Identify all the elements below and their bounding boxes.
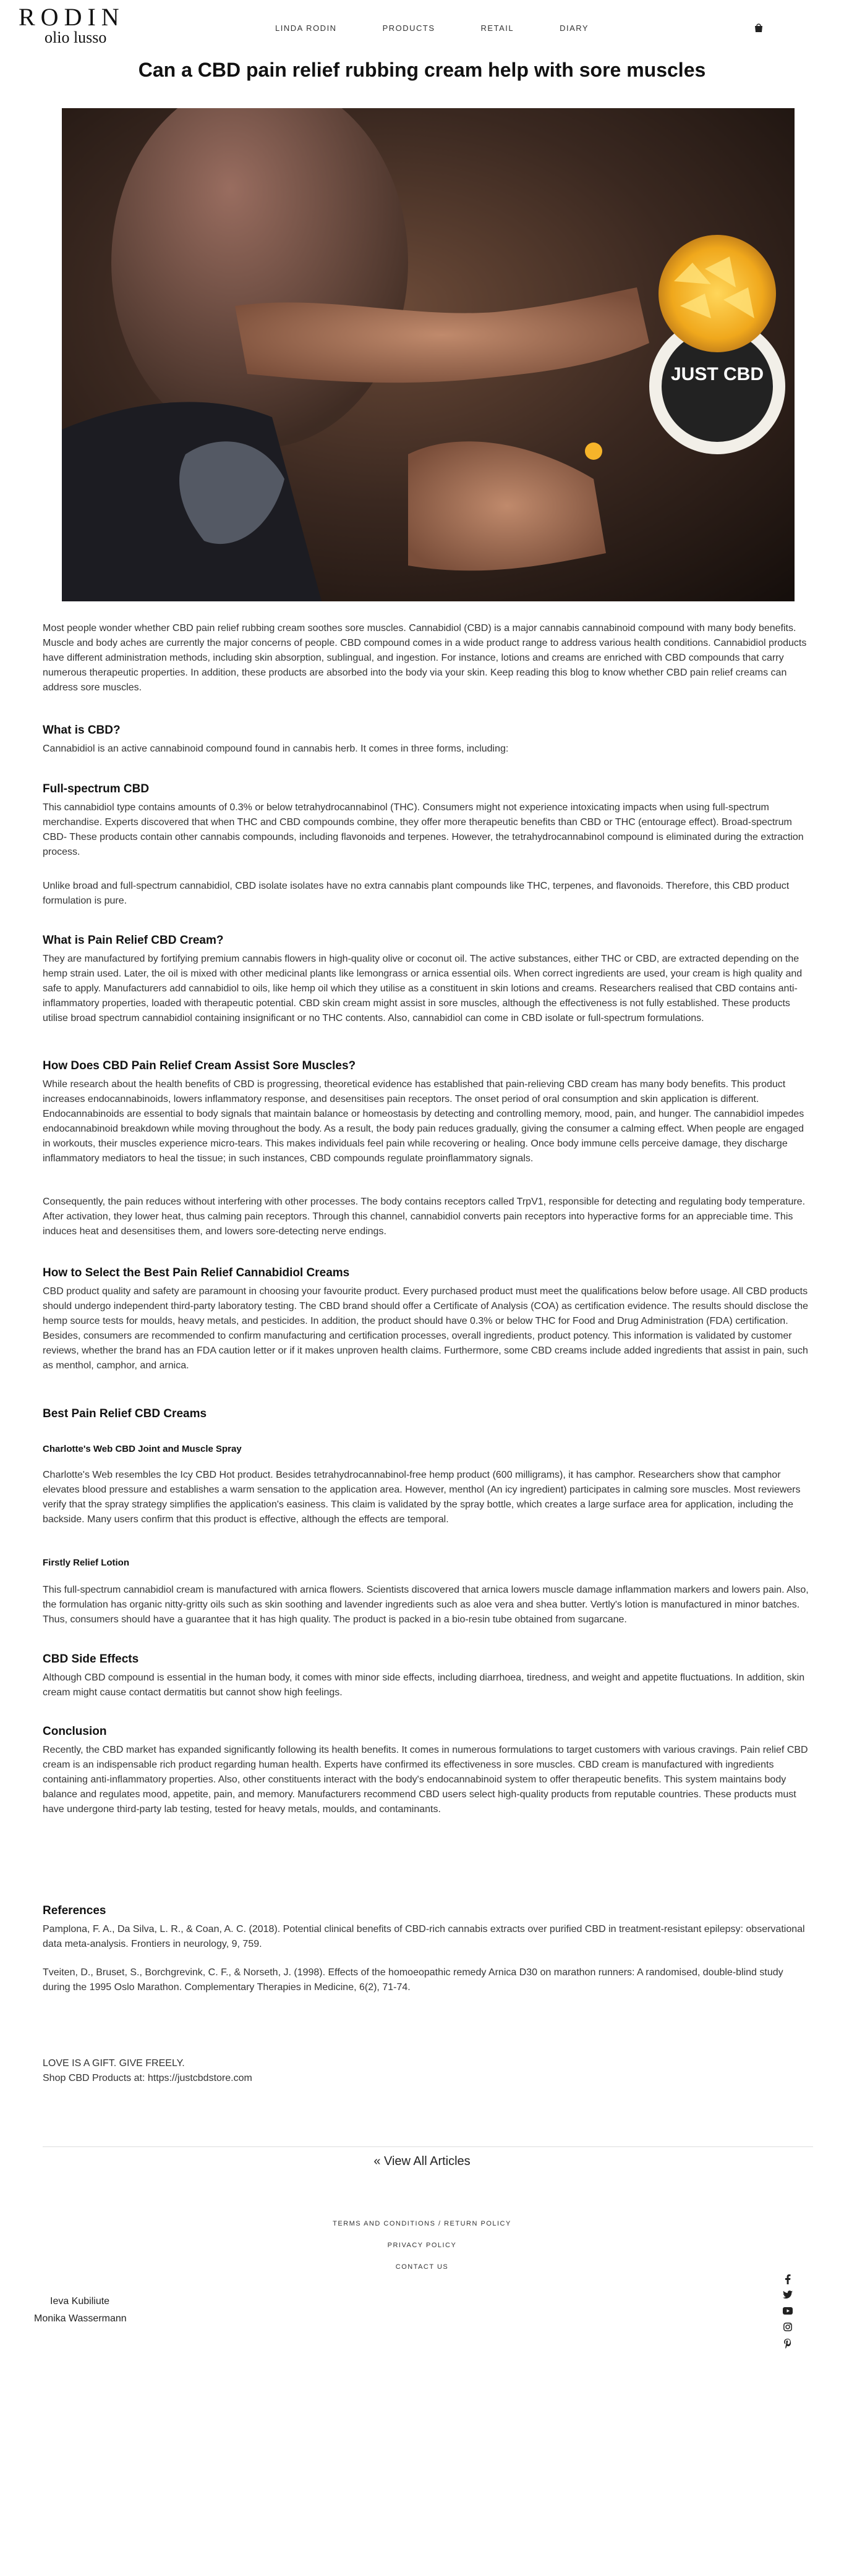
heading-charlottes-web: Charlotte's Web CBD Joint and Muscle Spray [43,1444,242,1454]
heading-full-spectrum: Full-spectrum CBD [43,782,150,795]
hero-image [62,108,795,601]
logo[interactable] [19,3,125,46]
author-1: Ieva Kubiliute [50,2296,110,2307]
charlottes-web-paragraph: Charlotte's Web resembles the Icy CBD Hot product. Besides tetrahydrocannabinol-free hemp product (600 milligrams), it has camphor. Researchers show that camphor elevates blood pressure and establishes a warm sensation to the application area. However, menthol (An icy ingredient) participates in calming sore muscles. Most reviewers verify that the spray strategy simplifies the application's easiness. This claim is validated by the spray bottle, which creates a large surface area for application, including the backside. Many users confirm that this product is effective, although the effects are temporal. [43,1470,801,1525]
heading-references: References [43,1904,106,1917]
heading-side-effects: CBD Side Effects [43,1653,139,1666]
love-is-a-gift: LOVE IS A GIFT. GIVE FREELY. [43,2058,185,2069]
author-2: Monika Wassermann [34,2313,127,2324]
site-header [0,0,844,56]
social-links [782,2274,794,2355]
footer-links [0,2218,844,2282]
footer-contact-link[interactable]: CONTACT US [395,2263,449,2271]
instagram-icon[interactable] [782,2323,794,2339]
how-to-select-paragraph: CBD product quality and safety are paramount in choosing your favourite product. Every purchased product must meet the qualifications below before usage. All CBD products should undergo independent third-party laboratory testing. The CBD brand should offer a Certificate of Analysis (COA) as certification evidence. The results should disclose the hemp source tests for moulds, heavy metals, and pesticides. In addition, the product should have 0.3% or below THC for Food and Drug Administration (FDA) certification. Besides, consumers are recommended to confirm manufacturing and certification processes, overall ingredients, product potency. This information is validated by customer reviews, whether the brand has an FDA caution letter or if it makes unproven health claims. Furthermore, some CBD creams include added ingredients that assist in pain, such as menthol, camphor, and arnica. [43,1286,809,1371]
nav-retail[interactable]: RETAIL [480,23,514,33]
firstly-relief-paragraph: This full-spectrum cannabidiol cream is manufactured with arnica flowers. Scientists discovered that arnica lowers muscle damage inflammation markers and lowers pain. Also, the formulation has organic nitty-gritty oils such as skin soothing and lavender ingredients such as aloe vera and shea butter. Vertly's lotion is manufactured in minor batches. Thus, consumers should have a guarantee that it has high quality. The product is packed in a bio-resin tube obtained from sugarcane. [43,1585,809,1625]
article-title: Can a CBD pain relief rubbing cream help with sore muscles [138,59,706,81]
main-nav [275,23,634,33]
reference-2: Tveiten, D., Bruset, S., Borchgrevink, C. F., & Norseth, J. (1998). Effects of the homoeopathic remedy Arnica D30 on marathon runners: A randomised, double-blind study during the 1995 Oslo Marathon. Complementary Therapies in Medicine, 6(2), 71-74. [43,1967,783,1993]
side-effects-paragraph: Although CBD compound is essential in the human body, it comes with minor side effects, including diarrhoea, tiredness, and weight and appetite fluctuations. In addition, skin cream might cause contact dermatitis but cannot show high feelings. [43,1672,805,1698]
view-all-articles-link[interactable]: « View All Articles [373,2154,471,2168]
authors [34,2293,127,2328]
full-spectrum-paragraph: This cannabidiol type contains amounts of 0.3% or below tetrahydrocannabinol (THC). Consumers might not experience intoxicating impacts when using full-spectrum merchandise. Experts discovered that when THC and CBD compounds combine, they offer more therapeutic benefits than CBD or THC (entourage effect). Broad-spectrum CBD- These products contain other cannabis compounds, including flavonoids and terpenes. However, the tetrahydrocannabinol compound is eliminated during the extraction process. [43,802,804,857]
pinterest-icon[interactable] [782,2339,794,2355]
logo-sub: olio lusso [45,28,107,46]
divider [43,2146,813,2147]
nav-diary[interactable]: DIARY [560,23,589,33]
logo-main: RODIN [19,3,125,31]
pain-relief-cream-paragraph: They are manufactured by fortifying premium cannabis flowers in high-quality olive or coconut oil. The active substances, either THC or CBD, are extracted depending on the hemp strain used. Later, the oil is mixed with other medicinal plants like lemongrass or arnica essential oils. When correct ingredients are used, your cream is high quality and safe to apply. Manufacturers add cannabidiol to oils, like hemp oil which they utilise as a constituent in skin lotions and creams. Researchers realised that CBD contains anti-inflammatory properties, loaded with therapeutic potential. CBD skin cream might assist in sore muscles, although the effectiveness is not fully established. These products utilise broad spectrum cannabidiol containing insignificant or no THC contents. Also, cannabidiol can come in CBD isolate or full-spectrum formulations. [43,954,803,1023]
isolate-paragraph: Unlike broad and full-spectrum cannabidiol, CBD isolate isolates have no extra cannabis plant compounds like THC, terpenes, and flavonoids. Therefore, this CBD product formulation is pure. [43,881,790,906]
twitter-icon[interactable] [782,2290,794,2307]
conclusion-paragraph: Recently, the CBD market has expanded significantly following its health benefits. It comes in numerous formulations to target customers with various cravings. Pain relief CBD cream is an indispensable rich product regarding human health. Experts have confirmed its effectiveness in sore muscles. CBD cream is manufactured with ingredients containing anti-inflammatory properties. Also, other constituents interact with the body's endocannabinoid system to offer therapeutic benefits. This system maintains body balance and regulates mood, appetite, pain, and memory. Manufacturers recommend CBD users select high-quality products from reputable countries. These products must have undergone third-party lab testing, tested for heavy metals, moulds, and contaminants. [43,1745,808,1815]
intro-paragraph: Most people wonder whether CBD pain relief rubbing cream soothes sore muscles. Cannabidiol (CBD) is a major cannabis cannabinoid compound with many body benefits. Muscle and body aches are currently the major concerns of people. CBD compound comes in a wide product range to address various health conditions. Cannabidiol products have different administration methods, including skin absorption, sublingual, and ingestion. For instance, lotions and creams are enriched with CBD compounds that carry numerous therapeutic properties. In addition, these products are absorbed into the body via your skin. Keep reading this blog to know whether CBD pain relief creams can address sore muscles. [43,623,807,693]
facebook-icon[interactable] [782,2274,794,2290]
hero-label: JUST CBD [670,364,764,384]
heading-conclusion: Conclusion [43,1725,107,1738]
heading-best-creams: Best Pain Relief CBD Creams [43,1407,207,1420]
how-does-paragraph-2: Consequently, the pain reduces without interfering with other processes. The body contains receptors called TrpV1, responsible for detecting and regulating body temperature. After activation, they lower heat, thus calming pain receptors. Through this channel, cannabidiol converts pain receptors into hyperactive forms for an appreciable time. This induces heat and desensitises them, and lowers sore-detecting nerve endings. [43,1197,806,1237]
heading-pain-relief-cream: What is Pain Relief CBD Cream? [43,934,224,947]
heading-how-does: How Does CBD Pain Relief Cream Assist Sore Muscles? [43,1059,356,1072]
youtube-icon[interactable] [782,2307,794,2323]
nav-linda-rodin[interactable]: LINDA RODIN [275,23,337,33]
heading-how-to-select: How to Select the Best Pain Relief Cannabidiol Creams [43,1266,350,1279]
footer-terms-link[interactable]: TERMS AND CONDITIONS / RETURN POLICY [333,2220,511,2227]
shop-link[interactable]: Shop CBD Products at: https://justcbdstore.com [43,2073,252,2083]
heading-firstly-relief: Firstly Relief Lotion [43,1557,130,1568]
nav-products[interactable]: PRODUCTS [382,23,435,33]
footer-privacy-link[interactable]: PRIVACY POLICY [387,2242,457,2249]
how-does-paragraph: While research about the health benefits of CBD is progressing, theoretical evidence has established that pain-relieving CBD cream has many body benefits. This product increases endocannabinoids, lowers inflammatory response, and desensitises pain receptors. The onset period of oral consumption and skin application is different. Endocannabinoids are essential to body signals that maintain balance or homeostasis by detecting and controlling memory, mood, pain, and hunger. The cannabidiol impedes endocannabinoid breakdown while moving throughout the body. As a result, the body pain reduces gradually, giving the consumer a calming effect. When people are engaged in workouts, their muscles experience micro-tears. This makes individuals feel pain while recovering or healing. Once body immune cells perceive damage, they discharge inflammatory mediators to heal the tissue; in such instances, CBD compounds regulate proinflammatory signals. [43,1079,804,1164]
what-is-cbd-paragraph: Cannabidiol is an active cannabinoid compound found in cannabis herb. It comes in three forms, including: [43,744,509,754]
heading-what-is-cbd: What is CBD? [43,724,121,737]
bag-icon[interactable] [753,22,764,33]
reference-1: Pamplona, F. A., Da Silva, L. R., & Coan, A. C. (2018). Potential clinical benefits of CBD-rich cannabis extracts over purified CBD in treatment-resistant epilepsy: observational data meta-analysis. Frontiers in neurology, 9, 759. [43,1924,805,1949]
